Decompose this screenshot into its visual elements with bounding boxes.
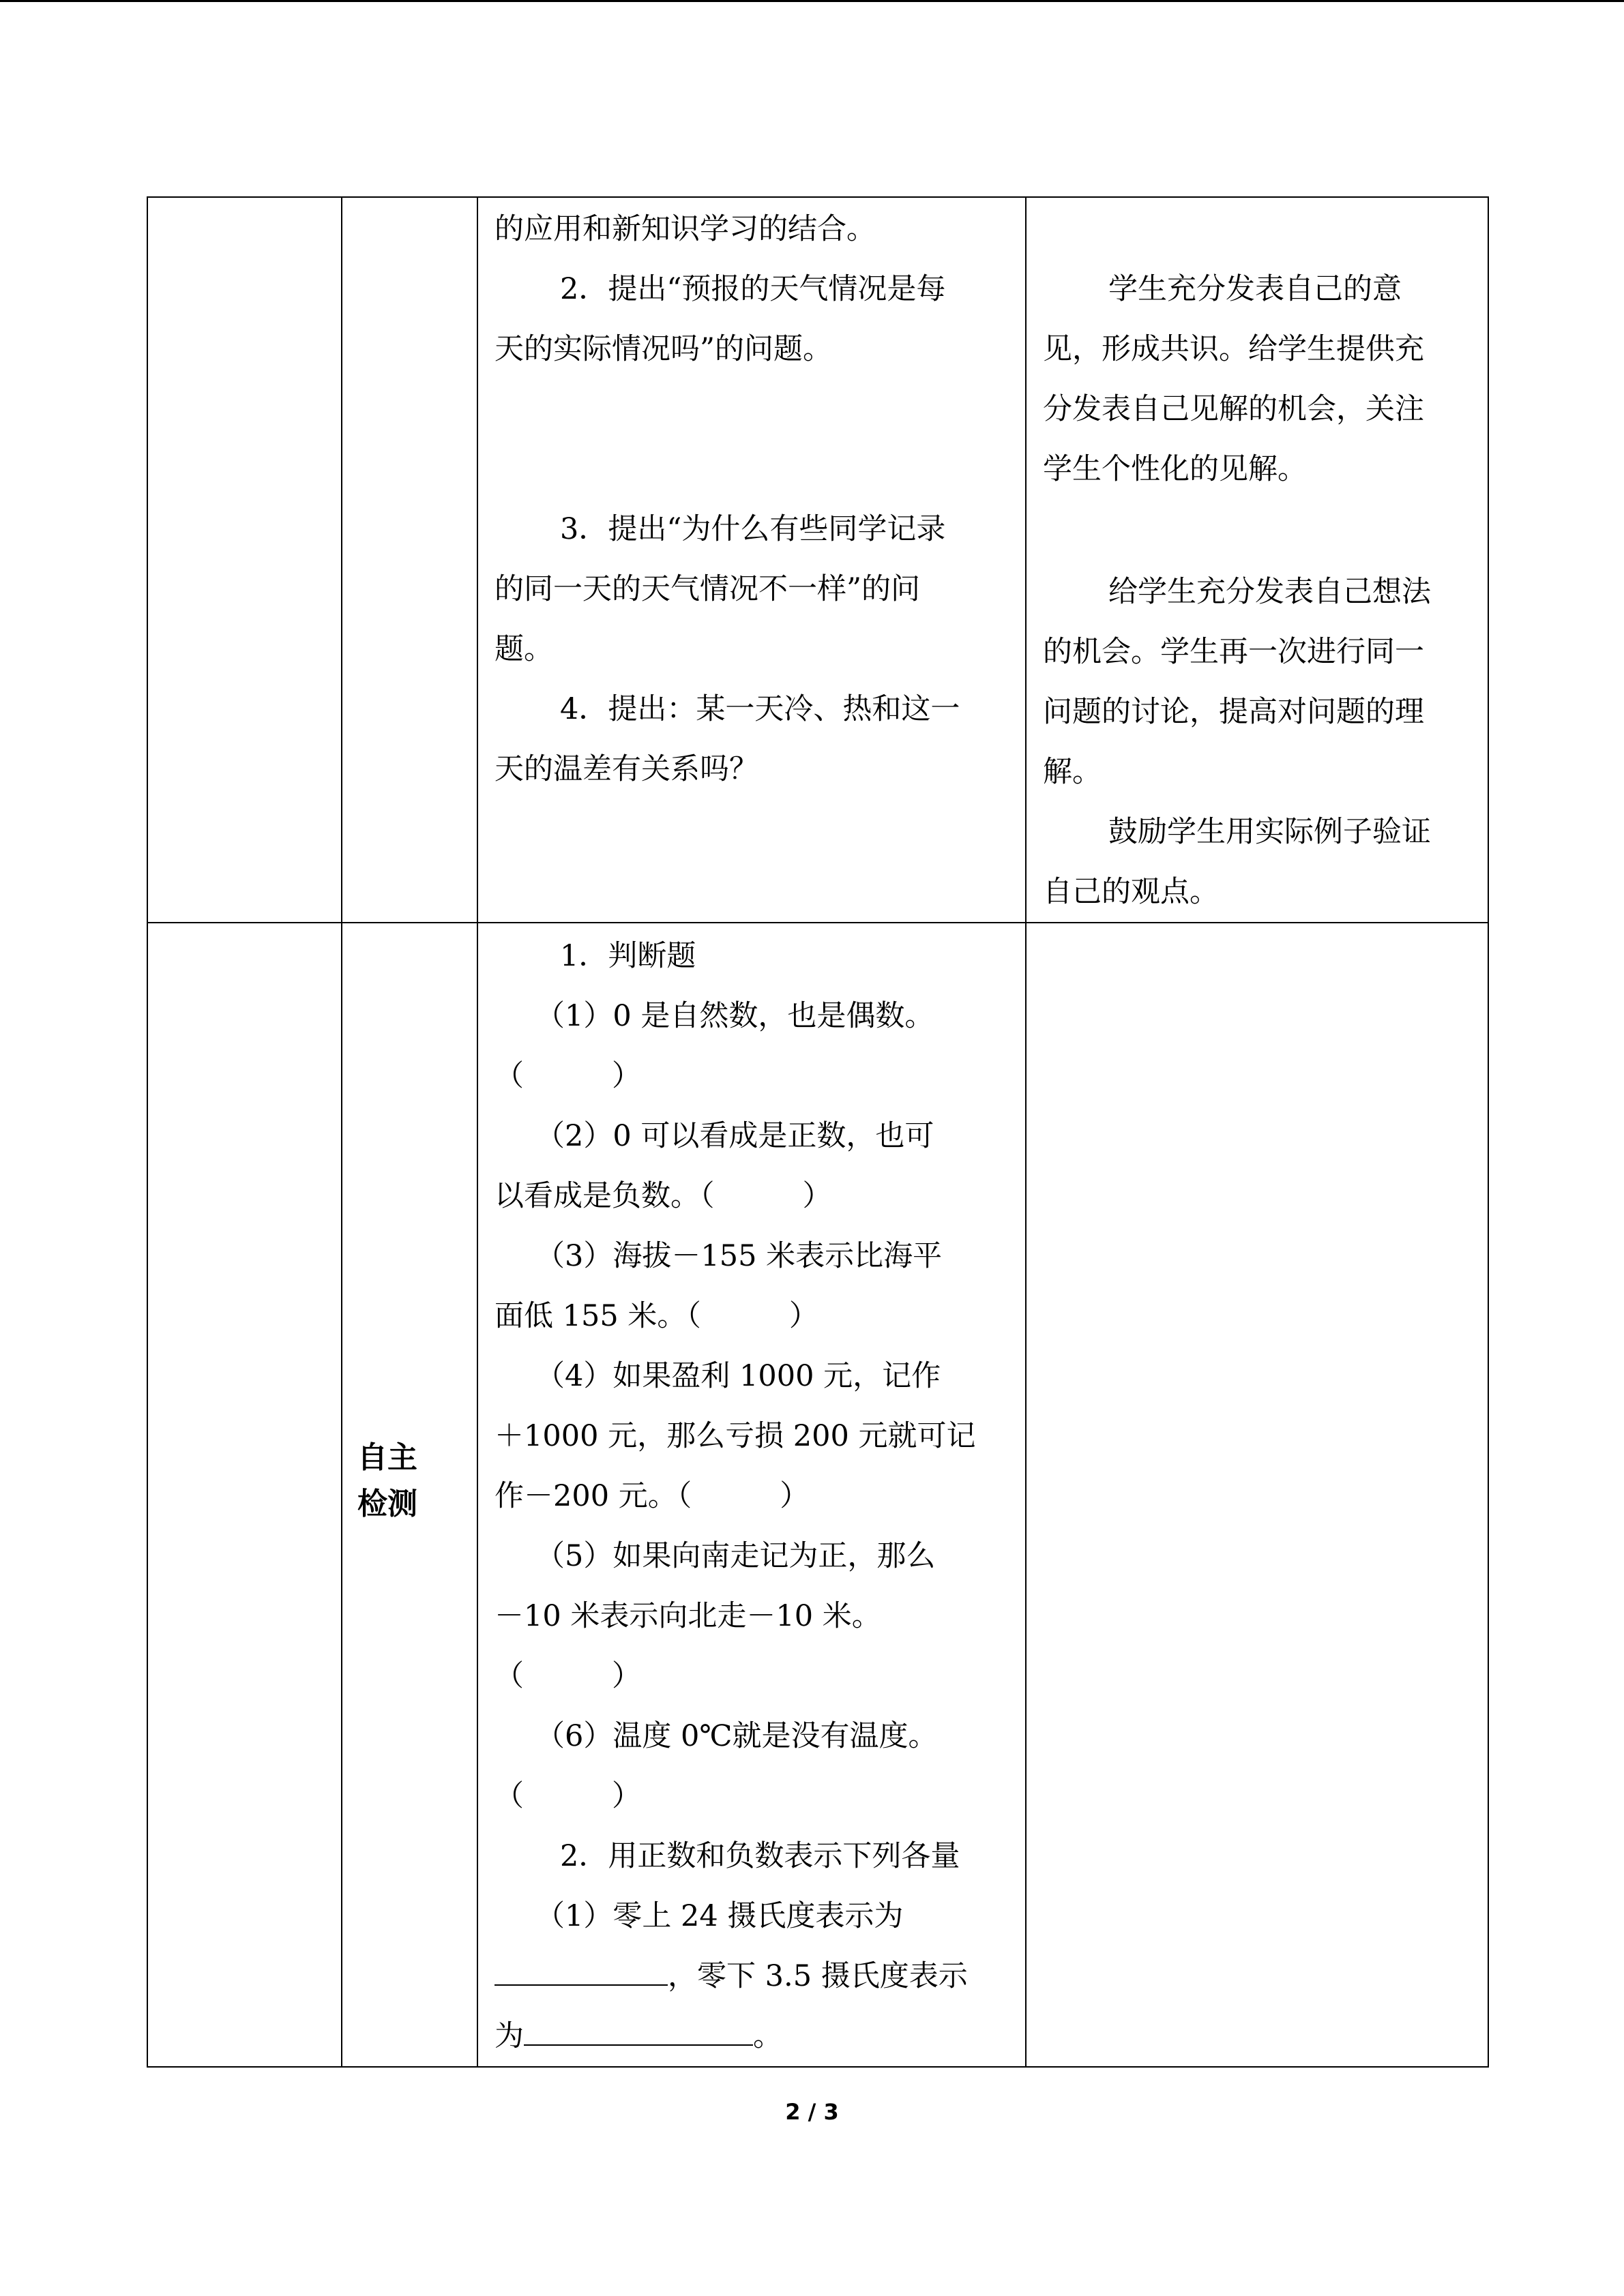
question-item: （3）海拔－155 米表示比海平 — [535, 1239, 943, 1273]
question-item: 以看成是负数。（ ） — [494, 1179, 832, 1213]
text-line: 题。 — [494, 632, 553, 666]
text-line: 4．提出：某一天冷、热和这一 — [560, 692, 960, 726]
question-text: 。 — [753, 2019, 782, 2053]
label-cell — [342, 197, 477, 923]
question-item: （1）零上 24 摄氏度表示为 — [535, 1899, 904, 1933]
question-item: －10 米表示向北走－10 米。 — [494, 1599, 881, 1633]
text-line: 解。 — [1043, 755, 1102, 789]
section-label-cell — [342, 923, 477, 2067]
text-line: 的机会。学生再一次进行同一 — [1043, 635, 1424, 669]
text-line: 给学生充分发表自己想法 — [1108, 575, 1431, 609]
text-line: 天的实际情况吗”的问题。 — [494, 332, 832, 366]
question-item: 面低 155 米。（ ） — [494, 1299, 818, 1333]
teacher-activity-cell — [477, 197, 1026, 923]
exercise-cell — [477, 923, 1026, 2067]
fill-in-line — [478, 1946, 1025, 2006]
text-line: 问题的讨论，提高对问题的理 — [1043, 695, 1424, 729]
question-item: （2）0 可以看成是正数，也可 — [535, 1119, 934, 1153]
question-item: （6）温度 0℃就是没有温度。 — [535, 1719, 938, 1753]
table-row — [147, 197, 1488, 923]
stage-cell — [147, 197, 342, 923]
fill-in-blank — [524, 2009, 753, 2046]
question-heading: 2．用正数和负数表示下列各量 — [560, 1839, 960, 1873]
question-text: ，零下 3.5 摄氏度表示 — [668, 1959, 968, 1993]
table-row — [147, 923, 1488, 2067]
spacer — [1027, 499, 1488, 562]
question-item: （4）如果盈利 1000 元，记作 — [535, 1359, 941, 1393]
lesson-plan-table — [147, 196, 1489, 2068]
text-line: 学生充分发表自己的意 — [1108, 272, 1402, 306]
section-label — [342, 1435, 477, 1527]
answer-blank: （ ） — [494, 1779, 641, 1813]
fill-in-blank — [494, 1949, 668, 1986]
design-intent-cell — [1026, 197, 1488, 923]
section-label-line: 检测 — [357, 1487, 417, 1521]
text-line: 天的温差有关系吗？ — [494, 752, 758, 786]
text-line: 的同一天的天气情况不一样”的问 — [494, 572, 920, 606]
question-text: 为 — [494, 2019, 524, 2053]
spacer — [478, 379, 1025, 499]
text-line: 的应用和新知识学习的结合。 — [494, 212, 876, 246]
question-heading: 1．判断题 — [560, 939, 696, 973]
text-line: 见，形成共识。给学生提供充 — [1043, 332, 1424, 366]
text-line: 2．提出“预报的天气情况是每 — [560, 272, 946, 306]
question-item: （1）0 是自然数，也是偶数。 — [535, 999, 934, 1033]
question-item: （5）如果向南走记为正，那么 — [535, 1539, 936, 1573]
design-intent-cell — [1026, 923, 1488, 2067]
fill-in-line — [478, 2006, 1025, 2066]
answer-blank: （ ） — [494, 1659, 641, 1693]
question-item: 作－200 元。（ ） — [494, 1479, 810, 1513]
text-line: 3．提出“为什么有些同学记录 — [560, 512, 946, 546]
text-line: 自己的观点。 — [1043, 875, 1219, 909]
question-item: ＋1000 元，那么亏损 200 元就可记 — [494, 1419, 976, 1453]
stage-cell — [147, 923, 342, 2067]
answer-blank: （ ） — [494, 1059, 641, 1093]
text-line: 分发表自己见解的机会，关注 — [1043, 392, 1424, 426]
page-number: 2 / 3 — [785, 2099, 839, 2125]
section-label-line: 自主 — [357, 1440, 417, 1475]
text-line: 鼓励学生用实际例子验证 — [1108, 815, 1431, 849]
text-line: 学生个性化的见解。 — [1043, 452, 1307, 486]
top-border — [0, 0, 1624, 2]
